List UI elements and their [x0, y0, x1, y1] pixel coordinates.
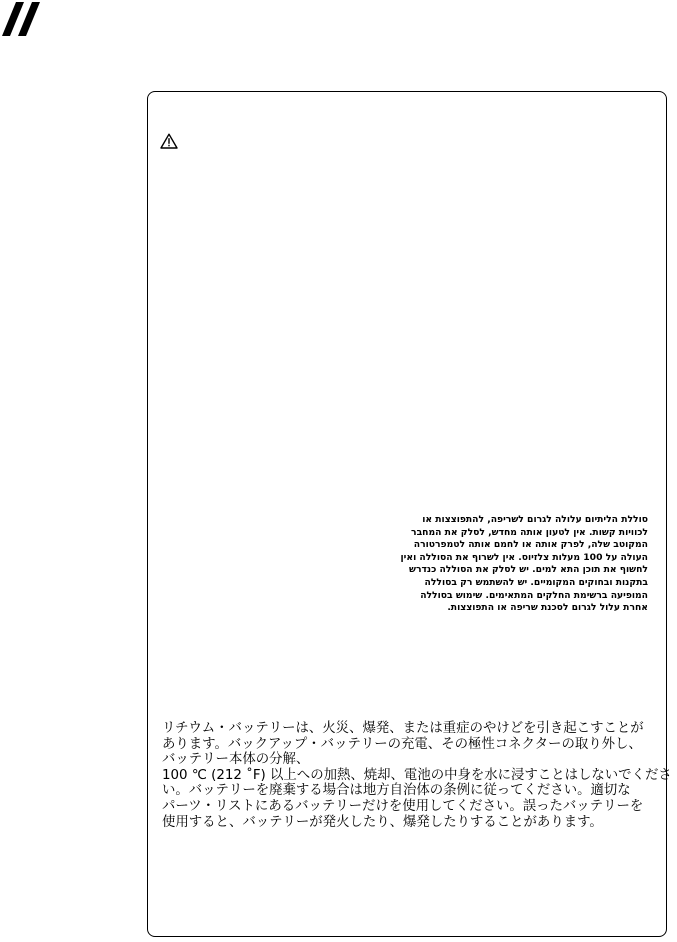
hebrew-line: בתקנות ובחוקים המקומיים. יש להשתמש רק בסוללה — [424, 576, 648, 588]
warning-triangle-icon — [160, 133, 178, 149]
hebrew-line: אחרת עלול לגרום לסכנת שריפה או התפוצצות. — [447, 602, 648, 614]
japanese-warning-text — [162, 721, 672, 830]
hebrew-line: סוללת הליתיום עלולה לגרום לשריפה, להתפוצצות או — [422, 514, 648, 525]
hebrew-line: לכוויות קשות. אין לטעון אותה מחדש, לסלק את המחבר — [411, 526, 648, 538]
japanese-line: バッテリー本体の分解、 — [162, 752, 310, 768]
japanese-line: い。バッテリーを廃棄する場合は地方自治体の条例に従ってください。適切な — [162, 783, 631, 799]
japanese-line: 100 ℃ (212 ˚F) 以上への加熱、焼却、電池の中身を水に浸すことはしないでくださ — [162, 767, 672, 783]
japanese-line: あります。バックアップ・バッテリーの充電、その極性コネクターの取り外し、 — [162, 736, 642, 752]
hebrew-line: העולה על 100 מעלות צלזיוס. אין לשרוף את הסוללה ואין — [400, 551, 648, 563]
hebrew-line: לחשוף את תוכן התא למים. יש לסלק את הסוללה כנדרש — [409, 564, 648, 576]
hebrew-warning-text — [400, 514, 648, 615]
japanese-line: 使用すると、バッテリーが発火したり、爆発したりすることがあります。 — [162, 814, 603, 830]
japanese-line: パーツ・リストにあるバッテリーだけを使用してください。誤ったバッテリーを — [162, 798, 644, 814]
japanese-line: リチウム・バッテリーは、火災、爆発、または重症のやけどを引き起こすことが — [162, 721, 644, 736]
hebrew-line: המופיעה ברשימת החלקים המתאימים. שימוש בסוללה — [420, 589, 648, 601]
hebrew-line: המקוטב שלה, לפרק אותה או לחמם אותה לטמפרטורה — [413, 539, 648, 551]
slash-logo — [2, 2, 42, 36]
